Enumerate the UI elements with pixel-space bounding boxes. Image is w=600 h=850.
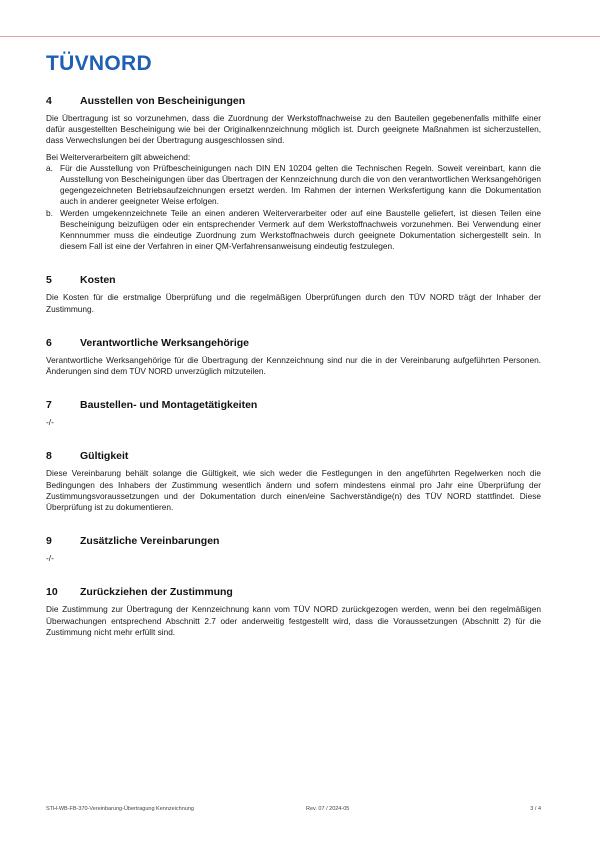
section-8 [46, 450, 541, 513]
section-title: Verantwortliche Werksangehörige [80, 336, 250, 349]
section-number: 10 [46, 586, 58, 599]
list-text: Für die Ausstellung von Prüfbescheinigungen nach DIN EN 10204 gelten die Technischen Regeln. Soweit vereinbart, kann die Ausstellung von Bescheinigungen über das Übertragen der Kennzeichnung durch die von den verantwortlichen Werksangehörigen gegengezeichneten Betriebsaufzeichnungen ersetzt werden. Im Rahmen der internen Werksfertigung kann die Dokumentation auch in anderer geeigneter Weise erfolgen. [60, 162, 541, 207]
section-title: Kosten [80, 274, 116, 287]
footer-document-id: STH-WB-FB-370-Vereinbarung-Übertragung Kennzeichnung [46, 806, 194, 812]
section-title: Zurückziehen der Zustimmung [80, 586, 233, 599]
section-number: 6 [46, 336, 52, 349]
section-title: Gültigkeit [80, 450, 129, 463]
footer-page-number: 3 / 4 [530, 806, 541, 812]
paragraph: -/- [46, 417, 54, 428]
section-number: 7 [46, 399, 52, 412]
section-7 [46, 399, 541, 428]
section-heading [46, 337, 541, 349]
section-heading [46, 586, 541, 598]
section-title: Ausstellen von Bescheinigungen [80, 95, 246, 107]
list-marker: a. [46, 162, 53, 173]
section-number: 4 [46, 95, 52, 107]
paragraph: Diese Vereinbarung behält solange die Gültigkeit, wie sich weder die Festlegungen in den angeführten Regelwerken noch die Bedingungen des Inhabers der Zustimmung wesentlich ändern und sofern mindestens einmal pro Jahr eine Überprüfung der Zustimmungsvoraussetzungen und der Dokumentation durch einen/eine Sachverständige(n) des TÜV NORD stattfindet. Diese Überprüfung ist zu dokumentieren. [46, 468, 541, 513]
list-marker: b. [46, 207, 53, 218]
section-title: Zusätzliche Vereinbarungen [80, 535, 220, 548]
section-4 [46, 95, 541, 252]
paragraph: Die Zustimmung zur Übertragung der Kennzeichnung kann vom TÜV NORD zurückgezogen werden, wenn bei den regelmäßigen Überwachungen entsprechend Abschnitt 2.7 oder anderweitig festgestellt wird, dass die Voraussetzungen (Abschnitt 2) für die Zustimmung nicht mehr erfüllt sind. [46, 604, 541, 637]
list-item [46, 208, 541, 253]
paragraph: Bei Weiterverarbeitern gilt abweichend: [46, 151, 191, 162]
section-10 [46, 586, 541, 638]
header-rule [0, 36, 600, 37]
section-5 [46, 274, 541, 314]
document-body [46, 95, 541, 638]
paragraph: -/- [46, 553, 54, 564]
section-heading [46, 95, 541, 107]
tuv-nord-logo: TÜVNORD [46, 52, 152, 75]
list-text: Werden umgekennzeichnete Teile an einen anderen Weiterverarbeiter oder auf eine Baustelle geliefert, ist diesen Teilen eine Bescheinigung beizufügen oder ein entsprechender Vermerk auf dem Werkstoffnachweis vorzunehmen. Bei Verwendung einer Kennnummer muss die eindeutige Zuordnung zum Werkstoffnachweis durch geeignete Dokumentation sichergestellt sein. In diesem Fall ist eine der Verfahren in einer QM-Verfahrensanweisung eindeutig festzulegen. [60, 207, 541, 252]
section-heading [46, 274, 541, 286]
section-heading [46, 450, 541, 462]
section-6 [46, 337, 541, 377]
section-9 [46, 535, 541, 564]
paragraph: Verantwortliche Werksangehörige für die Übertragung der Kennzeichnung sind nur die in der Vereinbarung aufgeführten Personen. Änderungen sind dem TÜV NORD unverzüglich mitzuteilen. [46, 354, 541, 377]
section-number: 5 [46, 274, 52, 287]
footer-revision: Rev. 07 / 2024-05 [306, 806, 350, 812]
paragraph: Die Übertragung ist so vorzunehmen, dass die Zuordnung der Werkstoffnachweise zu den Bauteilen gegebenenfalls mithilfe einer dafür ausgestellten Bescheinigung wie bei der Originalkennzeichnung möglich ist. Durch geeignete Maßnahmen ist sicherzustellen, dass Verwechslungen bei der Übertragung ausgeschlossen sind. [46, 113, 541, 146]
section-title: Baustellen- und Montagetätigkeiten [80, 399, 258, 412]
section-heading [46, 535, 541, 547]
list-item [46, 163, 541, 208]
section-number: 9 [46, 535, 52, 548]
paragraph: Die Kosten für die erstmalige Überprüfung und die regelmäßigen Überprüfungen durch den TÜV NORD trägt der Inhaber der Zustimmung. [46, 292, 541, 314]
page-footer [46, 806, 541, 812]
section-number: 8 [46, 450, 52, 463]
section-heading [46, 399, 541, 411]
